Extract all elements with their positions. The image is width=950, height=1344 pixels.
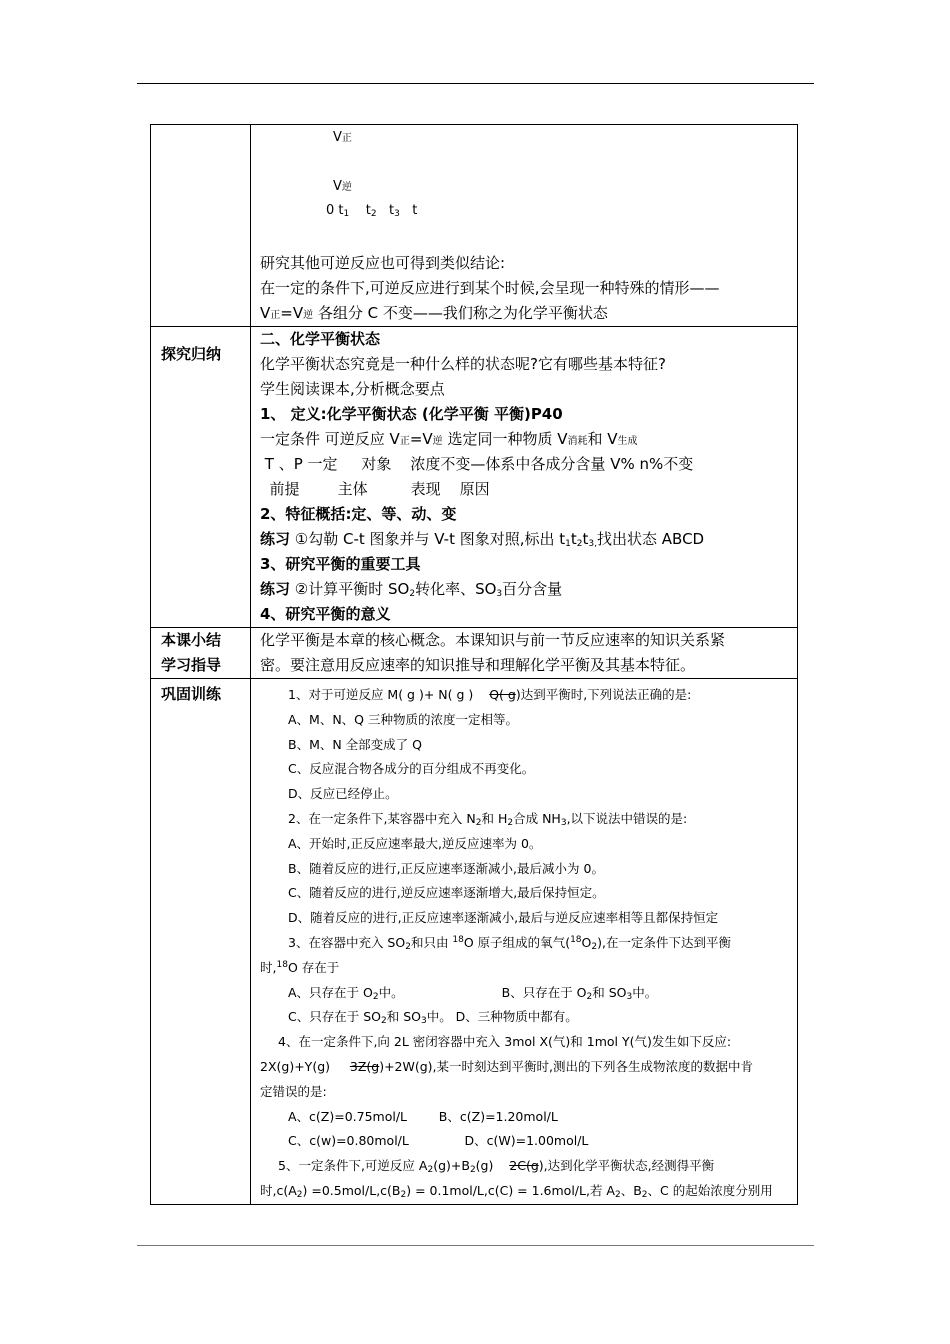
summary-cell xyxy=(251,628,798,679)
option: C、反应混合物各成分的百分组成不再变化。 xyxy=(288,761,535,777)
graph-t-axis: 0 $t_1$ $t_2$ $t_3$ t xyxy=(326,203,418,219)
vt-graph xyxy=(260,125,789,223)
question-5: 5、一定条件下,可逆反应 $A_2(g)+B_2(g)$ 2C(g),达到化学平衡状态,经测得平衡 xyxy=(278,1158,715,1176)
section-label: 巩固训练 xyxy=(151,679,251,1205)
footer-rule xyxy=(137,1245,814,1246)
exercise-line: 练习 ②计算平衡时 $SO_2$转化率、$SO_3$百分含量 xyxy=(260,580,563,599)
header-rule xyxy=(137,83,814,84)
features-title: 2、特征概括:定、等、动、变 xyxy=(260,505,457,523)
section-heading: 二、化学平衡状态 xyxy=(260,330,381,348)
guidance-label: 学习指导 xyxy=(161,656,222,674)
text-line: 学生阅读课本,分析概念要点 xyxy=(260,380,445,398)
section-label: 探究归纳 xyxy=(151,327,251,628)
option-row: A、只存在于 $O_2$中。 B、只存在于 $O_2$和 $SO_3$中。 xyxy=(288,984,658,1002)
intro-line: 研究其他可逆反应也可得到类似结论: xyxy=(260,254,506,272)
explore-cell xyxy=(251,327,798,628)
exercise-line: 练习 ①勾勒 C-t 图象并与 V-t 图象对照,标出 $t_1t_2t_{3,}$找出状态 ABCD xyxy=(260,530,705,549)
option-row: C、c(w)=0.80mol/L D、c(W)=1.00mol/L xyxy=(288,1133,589,1149)
option: B、随着反应的进行,正反应速率逐渐减小,最后减小为 0。 xyxy=(288,860,604,876)
table-row-summary xyxy=(151,628,798,679)
table-row-intro xyxy=(151,125,798,327)
option: D、随着反应的进行,正反应速率逐渐减小,最后与逆反应速率相等且都保持恒定 xyxy=(288,910,719,926)
option: D、反应已经停止。 xyxy=(288,786,398,802)
label-cell-empty xyxy=(151,125,251,327)
question-1: 1、对于可逆反应 M( g )+ N( g ) Q( g)达到平衡时,下列说法正确的是: xyxy=(288,687,692,702)
question-5-cont: 时$,c(A_2) =0.5mol/L,c(B_2) = 0.1mol/L,c(C) = 1.6mol/L$,若 $A_2$、$B_2$、C 的起始浓度分别用 xyxy=(260,1182,773,1200)
intro-line: V正=V逆 各组分 C 不变——我们称之为化学平衡状态 xyxy=(260,304,608,322)
question-4-cont: 定错误的是: xyxy=(260,1083,327,1099)
practice-cell xyxy=(251,679,798,1205)
option: C、随着反应的进行,逆反应速率逐渐增大,最后保持恒定。 xyxy=(288,885,605,901)
lesson-table xyxy=(150,124,798,1205)
question-4-cont: 2X(g)+Y(g) 3Z(g)+2W(g),某一时刻达到平衡时,测出的下列各生成物浓度的数据中肯 xyxy=(260,1058,754,1074)
option: B、M、N 全部变成了 Q xyxy=(288,736,422,752)
section-label xyxy=(151,628,251,679)
intro-line: 在一定的条件下,可逆反应进行到某个时候,会呈现一种特殊的情形—— xyxy=(260,279,720,297)
option-row: A、c(Z)=0.75mol/L B、c(Z)=1.20mol/L xyxy=(288,1108,558,1124)
graph-v-forward: V正 xyxy=(333,130,352,145)
meaning-title: 4、研究平衡的意义 xyxy=(260,605,391,623)
definition-title: 1、 定义:化学平衡状态 (化学平衡 平衡)P40 xyxy=(260,405,563,423)
question-3-cont: 时,$^{18}$O 存在于 xyxy=(260,959,340,975)
question-4: 4、在一定条件下,向 2L 密闭容器中充入 3mol X(气)和 1mol Y(气)发生如下反应: xyxy=(278,1034,732,1050)
definition-line: 前提 主体 表现 原因 xyxy=(260,480,490,498)
option: A、开始时,正反应速率最大,逆反应速率为 0。 xyxy=(288,835,542,851)
option-row: C、只存在于 $SO_2$和 $SO_3$中。 D、三种物质中都有。 xyxy=(288,1009,578,1027)
definition-line: 一定条件 可逆反应 V正=V逆 选定同一种物质 V消耗和 V生成 xyxy=(260,430,638,448)
text-line: 化学平衡状态究竟是一种什么样的状态呢?它有哪些基本特征? xyxy=(260,355,666,373)
table-row-practice xyxy=(151,679,798,1205)
graph-v-reverse: V逆 xyxy=(333,179,352,194)
option: A、M、N、Q 三种物质的浓度一定相等。 xyxy=(288,711,518,727)
summary-label: 本课小结 xyxy=(161,631,222,649)
table-row-explore xyxy=(151,327,798,628)
intro-cell xyxy=(251,125,798,327)
question-3: 3、在容器中充入 $SO_2$和只由 $^{18}$O 原子组成的氧气$(^{18}O_2)$,在一定条件下达到平衡 xyxy=(288,934,731,952)
definition-line: T 、P 一定 对象 浓度不变—体系中各成分含量 V% n%不变 xyxy=(260,455,694,473)
tools-title: 3、研究平衡的重要工具 xyxy=(260,555,421,573)
summary-line: 密。要注意用反应速率的知识推导和理解化学平衡及其基本特征。 xyxy=(260,656,696,674)
question-2: 2、在一定条件下,某容器中充入 $N_2$和 $H_2$合成 $NH_3$,以下说法中错误的是: xyxy=(288,810,688,828)
summary-line: 化学平衡是本章的核心概念。本课知识与前一节反应速率的知识关系紧 xyxy=(260,631,726,649)
